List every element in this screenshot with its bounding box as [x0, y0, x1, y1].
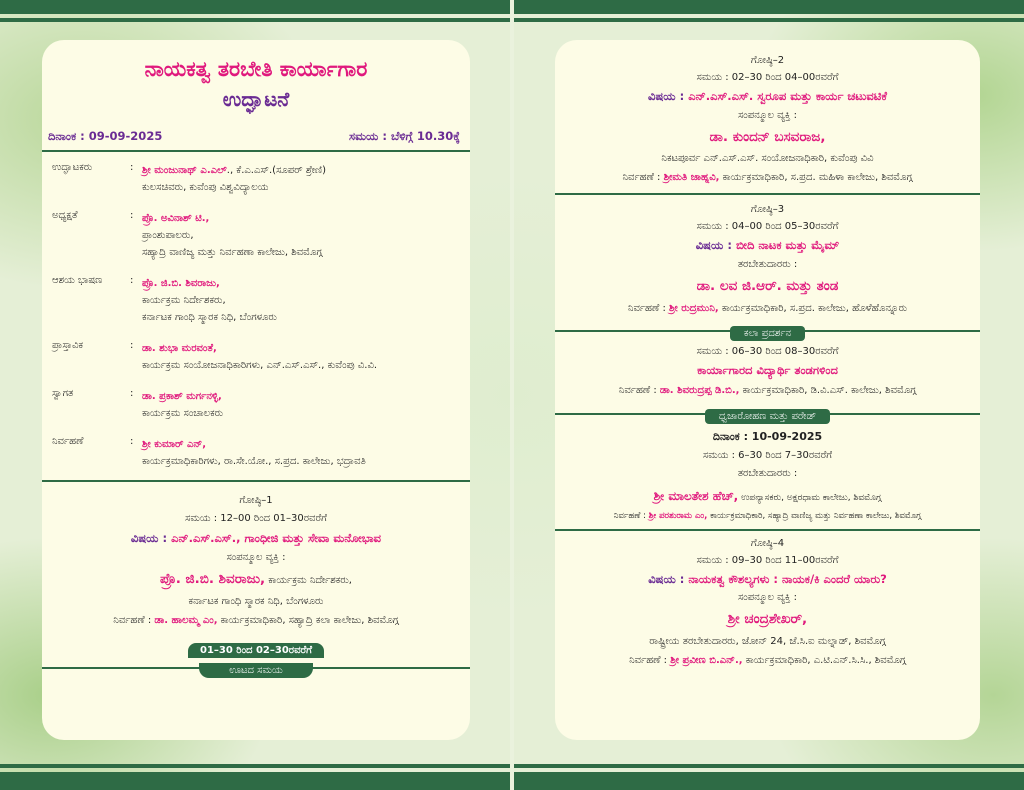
host-line	[555, 299, 980, 319]
role-list	[42, 152, 470, 470]
topic-key: ವಿಷಯ :	[130, 531, 168, 545]
art-block	[555, 341, 980, 400]
art-time: ಸಮಯ : 06–30 ರಿಂದ 08–30ರವರೆಗೆ	[696, 346, 839, 358]
speaker-name: ಡಾ. ಲವ ಜಿ.ಆರ್. ಮತ್ತು ತಂಡ	[696, 277, 839, 294]
speaker-rest: ಕಾರ್ಯಕ್ರಮ ನಿರ್ದೇಶಕರು,	[265, 574, 352, 586]
role-item: ಸ್ವಾಗತ : ಡಾ. ಪ್ರಕಾಶ್ ಮರ್ಗನಳ್ಳಿ, ಕಾರ್ಯಕ್ರಮ ಸಂಚಾಲಕರು	[52, 388, 470, 422]
host-rest: ಕಾರ್ಯಕ್ರಮಾಧಿಕಾರಿ, ಡಿ.ವಿ.ಎಸ್. ಕಾಲೇಜು, ಶಿವಮೊಗ್ಗ	[739, 385, 917, 396]
role-name: ಪ್ರೊ. ಜಿ.ಬಿ. ಶಿವರಾಜು,	[142, 278, 220, 289]
session-topic	[555, 569, 980, 590]
session-time: ಸಮಯ : 02–30 ರಿಂದ 04–00ರವರೆಗೆ	[696, 72, 839, 83]
speaker-name: ಶ್ರೀ ಮಾಲತೇಶ ಹೆಚ್,	[653, 488, 739, 503]
lunch-time: 01–30 ರಿಂದ 02–30ರವರೆಗೆ	[188, 643, 324, 658]
session-1	[42, 482, 470, 630]
session-2	[555, 40, 980, 187]
role-key: ಪ್ರಾಸ್ತಾವಿಕ	[52, 340, 84, 351]
host-rest: ಕಾರ್ಯಕ್ರಮಾಧಿಕಾರಿ, ಸ.ಪ್ರದ. ಮಹಿಳಾ ಕಾಲೇಜು, ಶಿವಮೊಗ್ಗ	[719, 171, 913, 183]
role-item: ಉದ್ಘಾಟಕರು : ಶ್ರೀ ಮಂಜುನಾಥ್ ಎ.ಎಲ್., ಕೆ.ಎ.ಎಸ್.(ಸೂಪರ್ ಶ್ರೇಣಿ) ಕುಲಸಚಿವರು, ಕುವೆಂಪು ವಿಶ್ವವಿದ್ಯಾಲಯ	[52, 162, 470, 196]
session-heading: ಗೋಷ್ಠಿ–3	[750, 203, 785, 215]
flag-pill-row	[555, 404, 980, 424]
topic-text: ಬೀದಿ ನಾಟಕ ಮತ್ತು ಮೈಮ್	[735, 237, 840, 252]
role-line: ಕಾರ್ಯಕ್ರಮ ನಿರ್ದೇಶಕರು,	[142, 295, 226, 306]
date-time-line	[48, 129, 460, 144]
lunch-label: ಊಟದ ಸಮಯ	[199, 663, 312, 678]
role-item: ಪ್ರಾಸ್ತಾವಿಕ : ಡಾ. ಶುಭಾ ಮರವಂತೆ, ಕಾರ್ಯಕ್ರಮ ಸಂಯೋಜನಾಧಿಕಾರಿಗಳು, ಎನ್.ಎಸ್.ಎಸ್., ಕುವೆಂಪು ವಿ.ವಿ.	[52, 340, 470, 374]
role-rest: ., ಕೆ.ಎ.ಎಸ್.(ಸೂಪರ್ ಶ್ರೇಣಿ)	[226, 165, 326, 176]
flag-pill: ಧ್ವಜಾರೋಹಣ ಮತ್ತು ಪರೇಡ್	[705, 409, 830, 424]
topic-text: ನಾಯಕತ್ವ ಕೌಶಲ್ಯಗಳು : ನಾಯಕ/ಕಿ ಎಂದರೆ ಯಾರು?	[688, 571, 887, 586]
topic-key: ವಿಷಯ :	[648, 89, 685, 103]
host-line	[555, 381, 980, 400]
role-name: ಶ್ರೀ ಮಂಜುನಾಥ್ ಎ.ಎಲ್	[142, 165, 227, 176]
resource-label: ಸಂಪನ್ಮೂಲ ವ್ಯಕ್ತಿ :	[738, 109, 797, 121]
page-title: ನಾಯಕತ್ವ ತರಬೇತಿ ಕಾರ್ಯಾಗಾರ	[144, 57, 368, 81]
topic-text: ಎನ್.ಎಸ್.ಎಸ್., ಗಾಂಧೀಜಿ ಮತ್ತು ಸೇವಾ ಮನೋಭಾವ	[171, 531, 382, 545]
flag-time: ಸಮಯ : 6–30 ರಿಂದ 7–30ರವರೆಗೆ	[702, 449, 833, 461]
session-topic	[42, 528, 470, 549]
host-rest: ಕಾರ್ಯಕ್ರಮಾಧಿಕಾರಿ, ಸ.ಪ್ರದ. ಕಾಲೇಜು, ಹೊಳೆಹೊನ್ನೂರು	[718, 303, 908, 315]
host-name: ಶ್ರೀ ರುದ್ರಮುನಿ,	[669, 303, 719, 315]
role-line: ಕರ್ನಾಟಕ ಗಾಂಧಿ ಸ್ಮಾರಕ ನಿಧಿ, ಬೆಂಗಳೂರು	[142, 312, 277, 323]
speaker-rest: ಉಪನ್ಯಾಸಕರು, ಅಕ್ಷರಧಾಮ ಕಾಲೇಜು, ಶಿವಮೊಗ್ಗ	[738, 492, 882, 503]
role-line: ಕುಲಸಚಿವರು, ಕುವೆಂಪು ವಿಶ್ವವಿದ್ಯಾಲಯ	[142, 182, 269, 193]
flag-date: ದಿನಾಂಕ : 10-09-2025	[712, 430, 823, 443]
resource-label: ತರಬೇತುದಾರರು :	[737, 258, 798, 270]
host-name: ಡಾ. ಹಾಲಮ್ಮ ಎಂ,	[154, 615, 218, 627]
role-name: ಡಾ. ಶುಭಾ ಮರವಂತೆ,	[142, 343, 217, 354]
topic-key: ವಿಷಯ :	[695, 237, 732, 252]
host-label: ನಿರ್ವಹಣೆ :	[627, 303, 666, 315]
art-pill-row	[555, 321, 980, 341]
speaker-name: ಡಾ. ಕುಂದನ್ ಬಸವರಾಜ,	[709, 128, 826, 145]
host-name: ಡಾ. ಶಿವರುದ್ರಪ್ಪ ಡಿ.ಬಿ.,	[659, 385, 740, 396]
session-time: ಸಮಯ : 12–00 ರಿಂದ 01–30ರವರೆಗೆ	[185, 513, 327, 524]
left-panel	[42, 40, 470, 740]
session-topic	[555, 235, 980, 256]
topic-text: ಎನ್.ಎಸ್.ಎಸ್. ಸ್ವರೂಪ ಮತ್ತು ಕಾರ್ಯ ಚಟುವಟಿಕೆ	[688, 89, 887, 103]
time-label: ಸಮಯ : ಬೆಳಿಗ್ಗೆ 10.30ಕ್ಕೆ	[349, 129, 460, 143]
speaker-line	[42, 567, 470, 593]
speaker-name: ಶ್ರೀ ಚಂದ್ರಶೇಖರ್,	[727, 611, 808, 628]
speaker-line2: ನಿಕಟಪೂರ್ವ ಎನ್.ಎಸ್.ಎಸ್. ಸಂಯೋಜನಾಧಿಕಾರಿ, ಕುವೆಂಪು ವಿವಿ	[661, 152, 874, 164]
role-line: ಕಾರ್ಯಕ್ರಮ ಸಂಯೋಜನಾಧಿಕಾರಿಗಳು, ಎನ್.ಎಸ್.ಎಸ್., ಕುವೆಂಪು ವಿ.ವಿ.	[142, 360, 378, 371]
host-line	[555, 168, 980, 187]
role-name: ಶ್ರೀ ಕುಮಾರ್ ಎನ್,	[142, 439, 207, 450]
host-label: ನಿರ್ವಹಣೆ :	[613, 510, 646, 521]
resource-label: ತರಬೇತುದಾರರು :	[737, 467, 798, 479]
speaker-line	[555, 484, 980, 508]
art-topic: ಕಾರ್ಯಾಗಾರದ ವಿದ್ಯಾರ್ಥಿ ತಂಡಗಳಿಂದ	[697, 363, 838, 378]
host-label: ನಿರ್ವಹಣೆ :	[618, 385, 657, 396]
host-name: ಶ್ರೀ ಪ್ರವೀಣ ಬಿ.ಎನ್.,	[670, 654, 743, 666]
session-heading: ಗೋಷ್ಠಿ–4	[750, 537, 785, 549]
host-line	[555, 651, 980, 670]
role-item: ಅಧ್ಯಕ್ಷತೆ : ಪ್ರೊ. ಅವಿನಾಶ್ ಟಿ., ಪ್ರಾಂಶುಪಾಲರು, ಸಹ್ಯಾದ್ರಿ ವಾಣಿಜ್ಯ ಮತ್ತು ನಿರ್ವಹಣಾ ಕಾಲೇಜು, ಶಿವಮೊಗ್ಗ	[52, 210, 470, 261]
host-line	[555, 508, 980, 525]
session-4	[555, 531, 980, 670]
host-name: ಶ್ರೀ ಪರಶುರಾಮ ಎಂ,	[648, 510, 708, 521]
session-heading: ಗೋಷ್ಠಿ–2	[750, 55, 785, 66]
role-line: ಪ್ರಾಂಶುಪಾಲರು,	[142, 230, 194, 241]
resource-label: ಸಂಪನ್ಮೂಲ ವ್ಯಕ್ತಿ :	[738, 592, 797, 604]
host-rest: ಕಾರ್ಯಕ್ರಮಾಧಿಕಾರಿ, ಎ.ಟಿ.ಎನ್.ಸಿ.ಸಿ., ಶಿವಮೊಗ್ಗ	[742, 654, 906, 666]
role-name: ಡಾ. ಪ್ರಕಾಶ್ ಮರ್ಗನಳ್ಳಿ,	[142, 391, 222, 402]
lunch-block	[42, 638, 470, 658]
role-line: ಕಾರ್ಯಕ್ರಮ ಸಂಚಾಲಕರು	[142, 408, 224, 419]
role-line: ಸಹ್ಯಾದ್ರಿ ವಾಣಿಜ್ಯ ಮತ್ತು ನಿರ್ವಹಣಾ ಕಾಲೇಜು, ಶಿವಮೊಗ್ಗ	[142, 247, 323, 258]
page-fold	[510, 0, 514, 790]
inauguration-heading: ಉದ್ಘಾಟನೆ	[222, 87, 290, 111]
role-key: ಆಶಯ ಭಾಷಣ	[52, 275, 103, 286]
lunch-row	[42, 658, 470, 678]
topic-key: ವಿಷಯ :	[648, 571, 685, 586]
session-topic	[555, 86, 980, 107]
host-label: ನಿರ್ವಹಣೆ :	[622, 171, 661, 183]
host-line	[42, 611, 470, 630]
role-item: ಆಶಯ ಭಾಷಣ : ಪ್ರೊ. ಜಿ.ಬಿ. ಶಿವರಾಜು, ಕಾರ್ಯಕ್ರಮ ನಿರ್ದೇಶಕರು, ಕರ್ನಾಟಕ ಗಾಂಧಿ ಸ್ಮಾರಕ ನಿಧಿ, ಬೆಂಗಳೂರು	[52, 275, 470, 326]
role-line: ಕಾರ್ಯಕ್ರಮಾಧಿಕಾರಿಗಳು, ರಾ.ಸೇ.ಯೋ., ಸ.ಪ್ರದ. ಕಾಲೇಜು, ಭದ್ರಾವತಿ	[142, 456, 366, 467]
session-3	[555, 195, 980, 319]
host-label: ನಿರ್ವಹಣೆ :	[629, 654, 668, 666]
session-time: ಸಮಯ : 09–30 ರಿಂದ 11–00ರವರೆಗೆ	[696, 554, 839, 566]
host-rest: ಕಾರ್ಯಕ್ರಮಾಧಿಕಾರಿ, ಸಹ್ಯಾದ್ರಿ ಕಲಾ ಕಾಲೇಜು, ಶಿವಮೊಗ್ಗ	[217, 615, 399, 627]
role-name: ಪ್ರೊ. ಅವಿನಾಶ್ ಟಿ.,	[142, 213, 210, 224]
speaker-line2: ಕರ್ನಾಟಕ ಗಾಂಧಿ ಸ್ಮಾರಕ ನಿಧಿ, ಬೆಂಗಳೂರು	[188, 596, 324, 608]
speaker-name: ಪ್ರೊ. ಜಿ.ಬಿ. ಶಿವರಾಜು,	[160, 570, 266, 587]
host-name: ಶ್ರೀಮತಿ ಜಾಹ್ನವಿ,	[663, 171, 720, 183]
date-label: ದಿನಾಂಕ : 09-09-2025	[48, 129, 163, 143]
role-key: ಸ್ವಾಗತ	[52, 388, 74, 399]
host-rest: ಕಾರ್ಯಕ್ರಮಾಧಿಕಾರಿ, ಸಹ್ಯಾದ್ರಿ ವಾಣಿಜ್ಯ ಮತ್ತು ನಿರ್ವಹಣಾ ಕಾಲೇಜು, ಶಿವಮೊಗ್ಗ	[707, 510, 922, 521]
speaker-line2: ರಾಷ್ಟ್ರೀಯ ತರಬೇತುದಾರರು, ಜೋನ್ 24, ಜೆ.ಸಿ.ಐ ಮಲ್ನಾಡ್, ಶಿವಮೊಗ್ಗ	[649, 635, 886, 647]
resource-label: ಸಂಪನ್ಮೂಲ ವ್ಯಕ್ತಿ :	[226, 551, 286, 563]
art-pill: ಕಲಾ ಪ್ರದರ್ಶನ	[730, 326, 805, 341]
session-time: ಸಮಯ : 04–00 ರಿಂದ 05–30ರವರೆಗೆ	[696, 220, 839, 232]
right-panel	[555, 40, 980, 740]
role-key: ನಿರ್ವಹಣೆ	[52, 436, 84, 447]
host-label: ನಿರ್ವಹಣೆ :	[113, 615, 152, 627]
role-key: ಅಧ್ಯಕ್ಷತೆ	[52, 210, 78, 221]
role-key: ಉದ್ಘಾಟಕರು	[52, 162, 93, 173]
session-heading: ಗೋಷ್ಠಿ–1	[239, 495, 273, 506]
role-item: ನಿರ್ವಹಣೆ : ಶ್ರೀ ಕುಮಾರ್ ಎನ್, ಕಾರ್ಯಕ್ರಮಾಧಿಕಾರಿಗಳು, ರಾ.ಸೇ.ಯೋ., ಸ.ಪ್ರದ. ಕಾಲೇಜು, ಭದ್ರಾವತಿ	[52, 436, 470, 470]
flag-block	[555, 424, 980, 525]
